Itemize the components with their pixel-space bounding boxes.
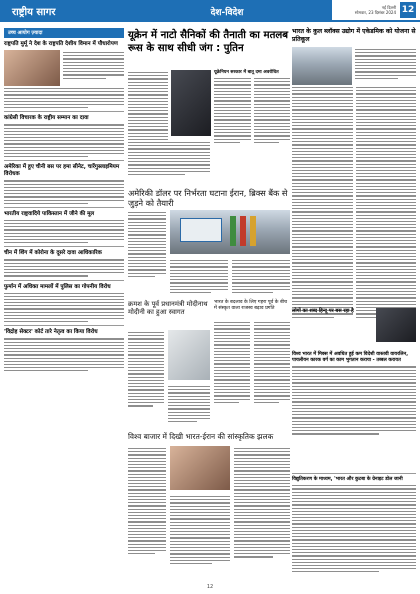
pm-photo <box>168 330 210 380</box>
putin-photo <box>171 70 211 136</box>
story-2-col-3 <box>232 258 290 295</box>
lead-text-col-2 <box>128 140 210 177</box>
right-column <box>292 28 416 320</box>
story-2-headline: अमेरिकी डॉलर पर निर्भरता घटाना ईरान, ब्रिक्स बैंक से जुड़ने को तैयारी <box>128 188 288 208</box>
story-headline: राष्ट्रपति मुर्मू ने देश के राष्ट्रपति देशीय विमान में पौधारोपण <box>4 41 118 47</box>
left-story-4 <box>4 211 124 244</box>
temple-photo <box>292 47 352 85</box>
story-headline: अमेरिका में हुए चीनी बस पर हमा सीनेट, चारेंगुस्लाइमियम विरोधक <box>4 164 120 178</box>
story-4-col-3 <box>234 446 290 560</box>
lead-deck: यूक्रेनियन सरकार में बातू दमा अवरोधित <box>214 70 279 75</box>
story-4-col-2 <box>170 494 230 566</box>
left-story-3 <box>4 164 124 204</box>
lead-text-col-1 <box>128 70 168 145</box>
left-story-5 <box>4 250 124 276</box>
left-story-6 <box>4 284 124 323</box>
actress-photo <box>376 308 416 342</box>
ndb-photo <box>170 210 290 254</box>
left-story-7 <box>4 329 124 371</box>
left-story-1 <box>4 41 124 108</box>
page-title: देश-विदेश <box>122 0 332 22</box>
story-5-headline: भारत के बदलाव के लिए गहरा पूर्व के बीच में संस्कृत वाला राजस्व बढ़ाव प्रगति <box>214 300 288 312</box>
city-label: नई दिल्ली <box>381 5 396 10</box>
right-top-headline: भारत के कुल ब्लॉक्स उद्योग में एकेडमिक को योजना से प्रतिकूल <box>292 28 416 43</box>
story-headline: चीन में शिंग में कोरोना के दूसरे दावा आधिकारिक <box>4 250 102 257</box>
right-story-4 <box>292 470 416 574</box>
story-3-col-1 <box>128 330 164 409</box>
story-headline: कांग्रेसी विचारक के राष्ट्रीय सम्मान का दावा <box>4 115 89 122</box>
story-headline: लोगों का शब्द हिन्दू पर बस रहा है <box>292 308 354 314</box>
masthead-dateline <box>355 5 396 15</box>
news-photo <box>4 50 60 86</box>
culture-photo <box>170 446 230 490</box>
story-4-col-1 <box>128 446 166 556</box>
story-headline: फुर्मान में अधिक्त मामलों में पुलिस का गोपनीय विरोध <box>4 283 111 290</box>
left-column <box>4 28 124 373</box>
masthead-meta <box>332 0 420 22</box>
section-name: राष्ट्रीय सागर <box>0 0 122 22</box>
left-section-bar: उच्च आयोग ज़्यादा <box>4 28 124 38</box>
date-label: सोमवार, 23 दिसंबर 2024 <box>354 10 396 15</box>
story-3-col-2 <box>168 384 210 424</box>
lead-right-block <box>214 70 290 145</box>
story-headline: विश्व भारत में मिक्स में अवधित हुई कम विदेशी वास्तवी वायरलिन, पायलीयन कारक वर्ग का काम भुगतान कराया - तब्बल करायत <box>292 352 409 364</box>
story-4-headline: विश्व बाजार में दिखी भारत-ईरान की सांस्कृतिक झलक <box>128 432 274 441</box>
story-2-col-2 <box>170 258 228 295</box>
right-story-2 <box>292 308 416 342</box>
story-headline: 'विद्रोह सेक्टर' कोर्ट तारे नेतृत्व का किया विरोध <box>4 329 98 336</box>
story-5-col-2 <box>254 320 290 405</box>
lead-headline: यूक्रेन में नाटो सैनिकों की तैनाती का मतलब रूस के साथ सीधी जंग : पुतिन <box>128 30 289 54</box>
page-number-badge: 12 <box>400 2 416 18</box>
story-2-col-1 <box>128 210 166 279</box>
masthead <box>0 0 420 22</box>
story-headline: भारतीय राष्ट्रवादिये पाकिस्तान में जीने की मूल <box>4 210 95 217</box>
right-story-3 <box>292 352 416 437</box>
story-3-headline: क्रमश के पूर्व प्रधानमंत्री मोदीनाथ मोदीनी का हुआ स्वागत <box>128 300 208 317</box>
footer-page-number: 12 <box>206 584 214 590</box>
left-story-2 <box>4 115 124 157</box>
story-5-col-1 <box>214 320 250 405</box>
story-headline: विद्युतिकरण के माध्यम, 'भारत और कुटबा के ग्रेनाइट डोल जानी <box>292 477 403 482</box>
